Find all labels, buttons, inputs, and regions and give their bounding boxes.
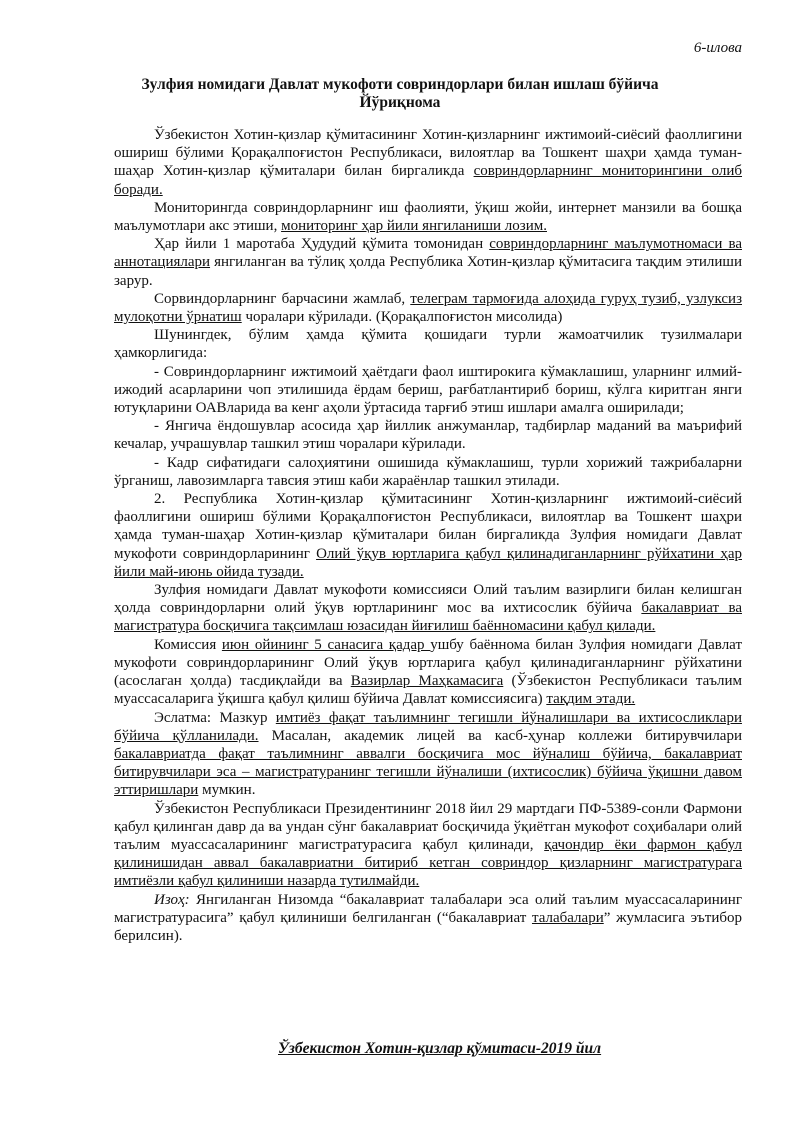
paragraph-13-text: Ўзбекистон Республикаси Президентининг 2018 йил 29 мартдаги ПФ-5389-сонли Фармони қабул қилинган давр да ва ундан сўнг бакалавриат босқичида ўқиётган мукофот соҳибалари олий таълим муассасаларининг магистратурасига қабул қилинади, (114, 800, 742, 853)
signature-line: Ўзбекистон Хотин-қизлар қўмитаси-2019 йил (278, 1040, 602, 1057)
paragraph-11 (114, 636, 742, 709)
paragraph-2 (114, 199, 742, 235)
paragraph-4-underlined: телеграм тармоғида алоҳида гуруҳ тузиб, узлуксиз мулоқотни ўрнатиш (114, 290, 742, 326)
paragraph-10-text: Зулфия номидаги Давлат мукофоти комиссияси Олий таълим вазирлиги билан келишган ҳолда совриндорларни олий ўқув юртларининг мос ва ихтисослик бўйича (114, 582, 742, 617)
paragraph-3-text-end: янгиланган ва тўлиқ ҳолда Республика Хотин-қизлар қўмитасига тақдим этилиши зарур. (114, 254, 742, 289)
paragraph-4-text-end: чоралари кўрилади. (Қорақалпоғистон мисолида) (241, 309, 563, 326)
list-item-1: - Совриндорларнинг ижтимоий ҳаётдаги фаол иштирокига кўмаклашиш, уларнинг илмий-ижодий асарларини чоп этилишида ёрдам бериш, рағбатлантириб бориш, кўлга киритган янги ютуқларини ОАВларида ва кенг аҳоли ўртасида тарғиб этиш ишлари амалга оширилади; (114, 363, 742, 417)
paragraph-4-text: Сорвиндорларнинг барчасини жамлаб, (154, 290, 411, 307)
remark-underlined: талабалари (531, 909, 604, 926)
paragraph-2-underlined: мониторинг ҳар йили янгиланиши лозим. (281, 218, 547, 235)
paragraph-3-text: Ҳар йили 1 маротаба Ҳудудий қўмита томонидан (154, 236, 490, 253)
remark-text-end: ” жумласига эътибор берилсин). (114, 909, 742, 944)
note-text-3: мумкин. (198, 782, 256, 799)
note-label: Эслатма: Мазкур (154, 709, 276, 726)
document-title: Зулфия номидаги Давлат мукофоти совриндорлари билан ишлаш бўйича Йўриқнома (141, 76, 659, 111)
paragraph-12-note (114, 709, 742, 800)
appendix-label: 6-илова (693, 40, 742, 56)
paragraph-4 (114, 290, 742, 326)
remark-text: Янгиланган Низомда “бакалавриат талабалари эса олий таълим муассасаларининг магистратурасига” қабул қилиниши белгиланган (“бакалавриат (114, 891, 742, 926)
paragraph-11-underlined-3: тақдим этади. (546, 691, 636, 708)
paragraph-1-underlined: совриндорларнинг мониторингини олиб боради. (114, 163, 743, 198)
paragraph-10-underlined: бакалавриат ва магистратура босқичига тақсимлаш юзасидан йиғилиш баённомасини қабул қилади. (114, 600, 742, 635)
paragraph-1 (114, 126, 742, 199)
paragraph-14-remark (114, 891, 742, 946)
paragraph-1-text: Ўзбекистон Хотин-қизлар қўмитасининг Хотин-қизларнинг ижтимоий-сиёсий фаоллигини ошириш бўлими Қорақалпоғистон Республикаси, вилоятлар ва Тошкент шаҳри ҳамда туман-шаҳар Хотин-қизлар қўмиталари билан биргаликда (114, 127, 742, 180)
paragraph-11-text: Комиссия (154, 636, 222, 653)
document-body (114, 126, 742, 945)
paragraph-11-text-2: ушбу баённома билан Зулфия номидаги Давлат мукофоти совриндорларининг Олий ўқув юртларига қабул қилинадиганларнинг рўйхатини (асослаган ҳолда) тасдиқлайди ва (114, 636, 743, 690)
paragraph-5: Шунингдек, бўлим ҳамда қўмита қошидаги турли жамоатчилик тузилмалари ҳамкорлигида: (114, 327, 742, 362)
list-item-3: - Кадр сифатидаги салоҳиятини ошишида кўмаклашиш, турли хорижий тажрибаларни ўрганиш, лавозимларга тавсия этиш каби жараёнлар ташкил этилади. (114, 454, 742, 489)
paragraph-11-underlined-1: июн ойининг 5 санасига қадар (221, 636, 431, 653)
paragraph-3-underlined: совриндорларнинг маълумотномаси ва аннотациялари (114, 236, 742, 271)
paragraph-9-text: 2. Республика Хотин-қизлар қўмитасининг Хотин-қизларнинг ижтимоий-сиёсий фаоллигини ошириш бўлими Қорақалпоғистон Республикаси, вилоятлар ва Тошкент шаҳри ҳамда туман-шаҳар Хотин-қизлар қўмиталари билан биргаликда Зулфия номидаги Давлат мукофоти совриндорларининг (114, 491, 742, 562)
paragraph-13 (114, 800, 742, 891)
paragraph-11-underlined-2: Вазирлар Маҳкамасига (350, 673, 504, 690)
remark-label: Изоҳ: (154, 891, 190, 908)
paragraph-9 (114, 490, 742, 581)
paragraph-9-underlined: Олий ўқув юртларига қабул қилинадиганларнинг рўйхатини ҳар йили май-июнь ойида тузади. (114, 545, 742, 580)
paragraph-11-text-3: (Ўзбекистон Республикаси таълим муассасаларига ўқишга қабул қилиш бўйича Давлат комиссиясига) (114, 673, 742, 708)
note-underlined-2: бакалавриатда фақат таълимнинг аввалги босқичига мос йўналиш бўйича, бакалавриат битирувчилари эса – магистратуранинг тегишли йўналиши (ихтисослик) бўйича ўқишни давом эттиришлари (114, 745, 742, 799)
paragraph-10 (114, 581, 742, 636)
list-item-2: - Янгича ёндошувлар асосида ҳар йиллик анжуманлар, тадбирлар маданий ва маърифий кечалар, учрашувлар ташкил этиш чоралари кўрилади. (114, 418, 742, 453)
note-underlined-1: имтиёз фақат таълимнинг тегишли йўналишлари ва ихтисосликлари бўйича қўлланилади. (114, 709, 742, 744)
note-text-2: Масалан, академик лицей ва касб-ҳунар коллежи битирувчилари (258, 727, 742, 744)
paragraph-2-text: Мониторингда совриндорларнинг иш фаолияти, ўқиш жойи, интернет манзили ва бошқа маълумотлари акс этиши, (114, 199, 742, 235)
paragraph-3 (114, 235, 742, 290)
paragraph-13-underlined: қачондир ёки фармон қабул қилинишидан аввал бакалавриатни битириб кетган совриндор қизларнинг магистратурага имтиёзли қабул қилиниши назарда тутилмайди. (114, 836, 742, 890)
